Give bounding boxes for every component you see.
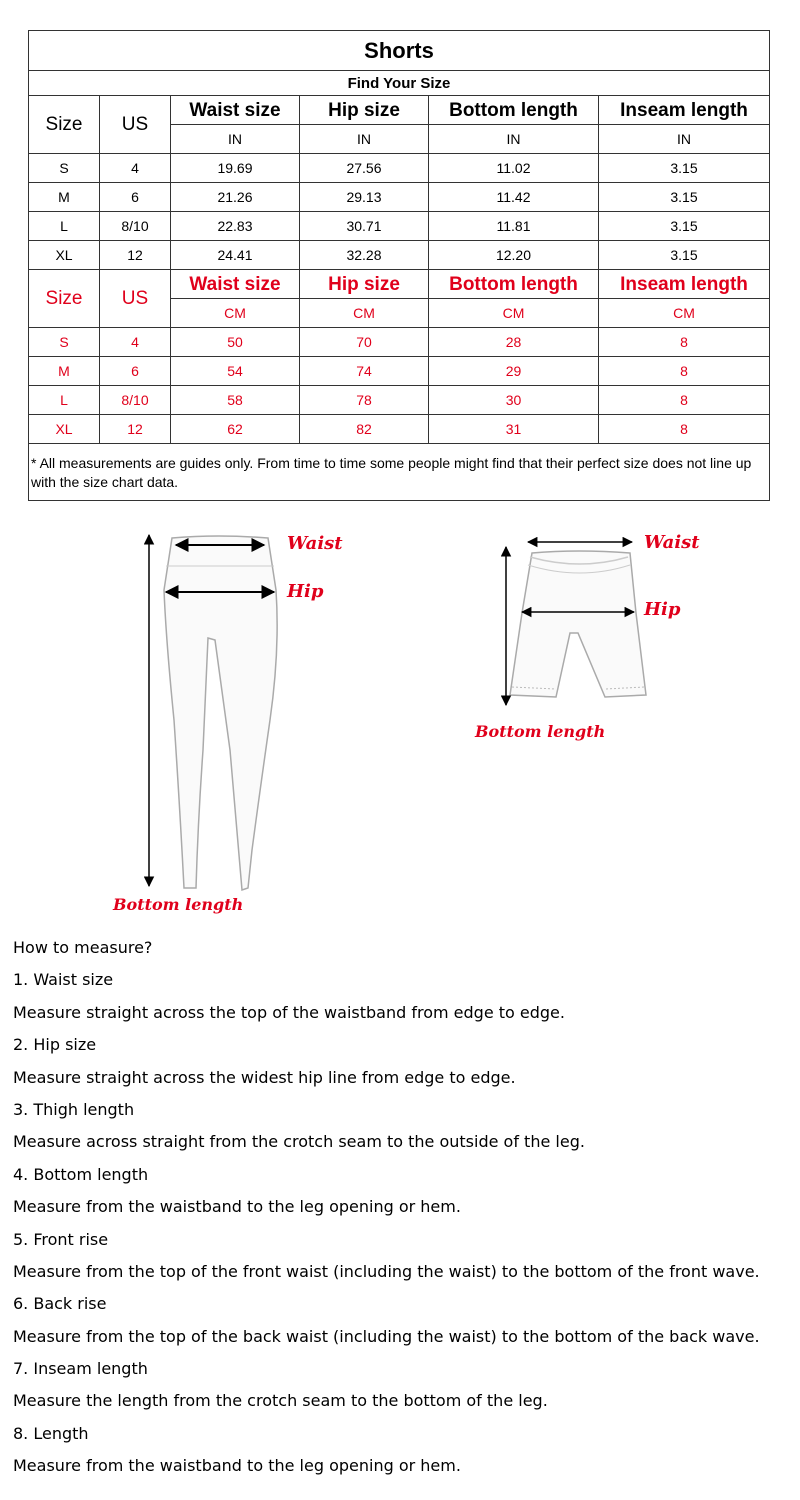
hip-cell: 29.13 (300, 183, 429, 212)
guide-item-title: 6. Back rise (13, 1294, 107, 1314)
unit-cell: IN (300, 125, 429, 154)
unit-cell: CM (171, 299, 300, 328)
waist-cell: 24.41 (171, 241, 300, 270)
size-cell: M (29, 183, 100, 212)
bottom-length-header: Bottom length (429, 270, 599, 299)
bottom-cell: 30 (429, 386, 599, 415)
leggings-waist-label: Waist (287, 533, 343, 554)
waist-cell: 62 (171, 415, 300, 444)
inseam-cell: 3.15 (599, 154, 770, 183)
unit-cell: CM (300, 299, 429, 328)
table-row (29, 386, 770, 415)
hip-cell: 70 (300, 328, 429, 357)
waist-header: Waist size (171, 270, 300, 299)
bottom-cell: 28 (429, 328, 599, 357)
us-cell: 8/10 (100, 386, 171, 415)
guide-item-text: Measure from the top of the front waist (including the waist) to the bottom of the front wave. (13, 1261, 760, 1281)
waist-cell: 58 (171, 386, 300, 415)
size-cell: S (29, 328, 100, 357)
shorts-bottom-length-label: Bottom length (475, 722, 606, 741)
hip-cell: 30.71 (300, 212, 429, 241)
size-cell: L (29, 212, 100, 241)
guide-item-text: Measure straight across the top of the waistband from edge to edge. (13, 1002, 565, 1022)
hip-cell: 32.28 (300, 241, 429, 270)
size-header: Size (29, 270, 100, 328)
table-subtitle: Find Your Size (29, 71, 770, 96)
size-cell: L (29, 386, 100, 415)
guide-item-text: Measure from the waistband to the leg opening or hem. (13, 1456, 461, 1476)
table-row (29, 241, 770, 270)
inseam-length-header: Inseam length (599, 96, 770, 125)
hip-cell: 82 (300, 415, 429, 444)
size-cell: S (29, 154, 100, 183)
hip-header: Hip size (300, 96, 429, 125)
table-title: Shorts (29, 31, 770, 71)
table-row (29, 183, 770, 212)
bottom-cell: 31 (429, 415, 599, 444)
us-header: US (100, 270, 171, 328)
table-row (29, 357, 770, 386)
bottom-cell: 11.81 (429, 212, 599, 241)
inseam-length-header: Inseam length (599, 270, 770, 299)
waist-cell: 22.83 (171, 212, 300, 241)
unit-cell: IN (599, 125, 770, 154)
hip-cell: 78 (300, 386, 429, 415)
guide-item-text: Measure across straight from the crotch seam to the outside of the leg. (13, 1132, 585, 1152)
leggings-bottom-length-label: Bottom length (113, 895, 244, 914)
table-row (29, 328, 770, 357)
size-header: Size (29, 96, 100, 154)
us-cell: 8/10 (100, 212, 171, 241)
bottom-cell: 12.20 (429, 241, 599, 270)
hip-header: Hip size (300, 270, 429, 299)
guide-item-title: 5. Front rise (13, 1229, 109, 1249)
us-cell: 6 (100, 183, 171, 212)
inseam-cell: 3.15 (599, 212, 770, 241)
waist-cell: 50 (171, 328, 300, 357)
guide-item-text: Measure from the waistband to the leg opening or hem. (13, 1197, 461, 1217)
bottom-cell: 11.02 (429, 154, 599, 183)
us-cell: 4 (100, 328, 171, 357)
waist-header: Waist size (171, 96, 300, 125)
us-cell: 6 (100, 357, 171, 386)
guide-item-text: Measure from the top of the back waist (including the waist) to the bottom of the back wave. (13, 1326, 760, 1346)
leggings-illustration (164, 536, 277, 890)
table-row (29, 212, 770, 241)
bottom-cell: 11.42 (429, 183, 599, 212)
guide-item-title: 1. Waist size (13, 970, 114, 990)
hip-cell: 74 (300, 357, 429, 386)
shorts-measurement-diagram (470, 525, 730, 755)
leggings-measurement-diagram (100, 520, 360, 920)
us-cell: 12 (100, 415, 171, 444)
guide-heading: How to measure? (13, 938, 153, 957)
us-cell: 12 (100, 241, 171, 270)
guide-item-title: 4. Bottom length (13, 1164, 149, 1184)
bottom-length-header: Bottom length (429, 96, 599, 125)
guide-item-title: 8. Length (13, 1423, 89, 1443)
guide-item-title: 2. Hip size (13, 1035, 97, 1055)
bottom-cell: 29 (429, 357, 599, 386)
guide-item-title: 7. Inseam length (13, 1359, 148, 1379)
waist-cell: 21.26 (171, 183, 300, 212)
size-cell: XL (29, 241, 100, 270)
size-cell: M (29, 357, 100, 386)
inseam-cell: 3.15 (599, 183, 770, 212)
size-chart-table (28, 30, 770, 501)
waist-cell: 54 (171, 357, 300, 386)
shorts-waist-label: Waist (644, 532, 700, 553)
inseam-cell: 8 (599, 357, 770, 386)
inseam-cell: 8 (599, 415, 770, 444)
us-header: US (100, 96, 171, 154)
inseam-cell: 8 (599, 386, 770, 415)
guide-item-title: 3. Thigh length (13, 1099, 135, 1119)
inseam-cell: 8 (599, 328, 770, 357)
leggings-hip-label: Hip (287, 581, 324, 602)
size-cell: XL (29, 415, 100, 444)
hip-cell: 27.56 (300, 154, 429, 183)
shorts-hip-label: Hip (644, 599, 681, 620)
measuring-guide (13, 936, 793, 1487)
table-row (29, 154, 770, 183)
table-row (29, 415, 770, 444)
unit-cell: CM (429, 299, 599, 328)
unit-cell: CM (599, 299, 770, 328)
guide-item-text: Measure the length from the crotch seam to the bottom of the leg. (13, 1391, 548, 1411)
unit-cell: IN (171, 125, 300, 154)
guide-item-text: Measure straight across the widest hip line from edge to edge. (13, 1067, 516, 1087)
disclaimer-note: * All measurements are guides only. From time to time some people might find that their perfect size does not line up with the size chart data. (29, 444, 770, 501)
waist-cell: 19.69 (171, 154, 300, 183)
us-cell: 4 (100, 154, 171, 183)
unit-cell: IN (429, 125, 599, 154)
inseam-cell: 3.15 (599, 241, 770, 270)
